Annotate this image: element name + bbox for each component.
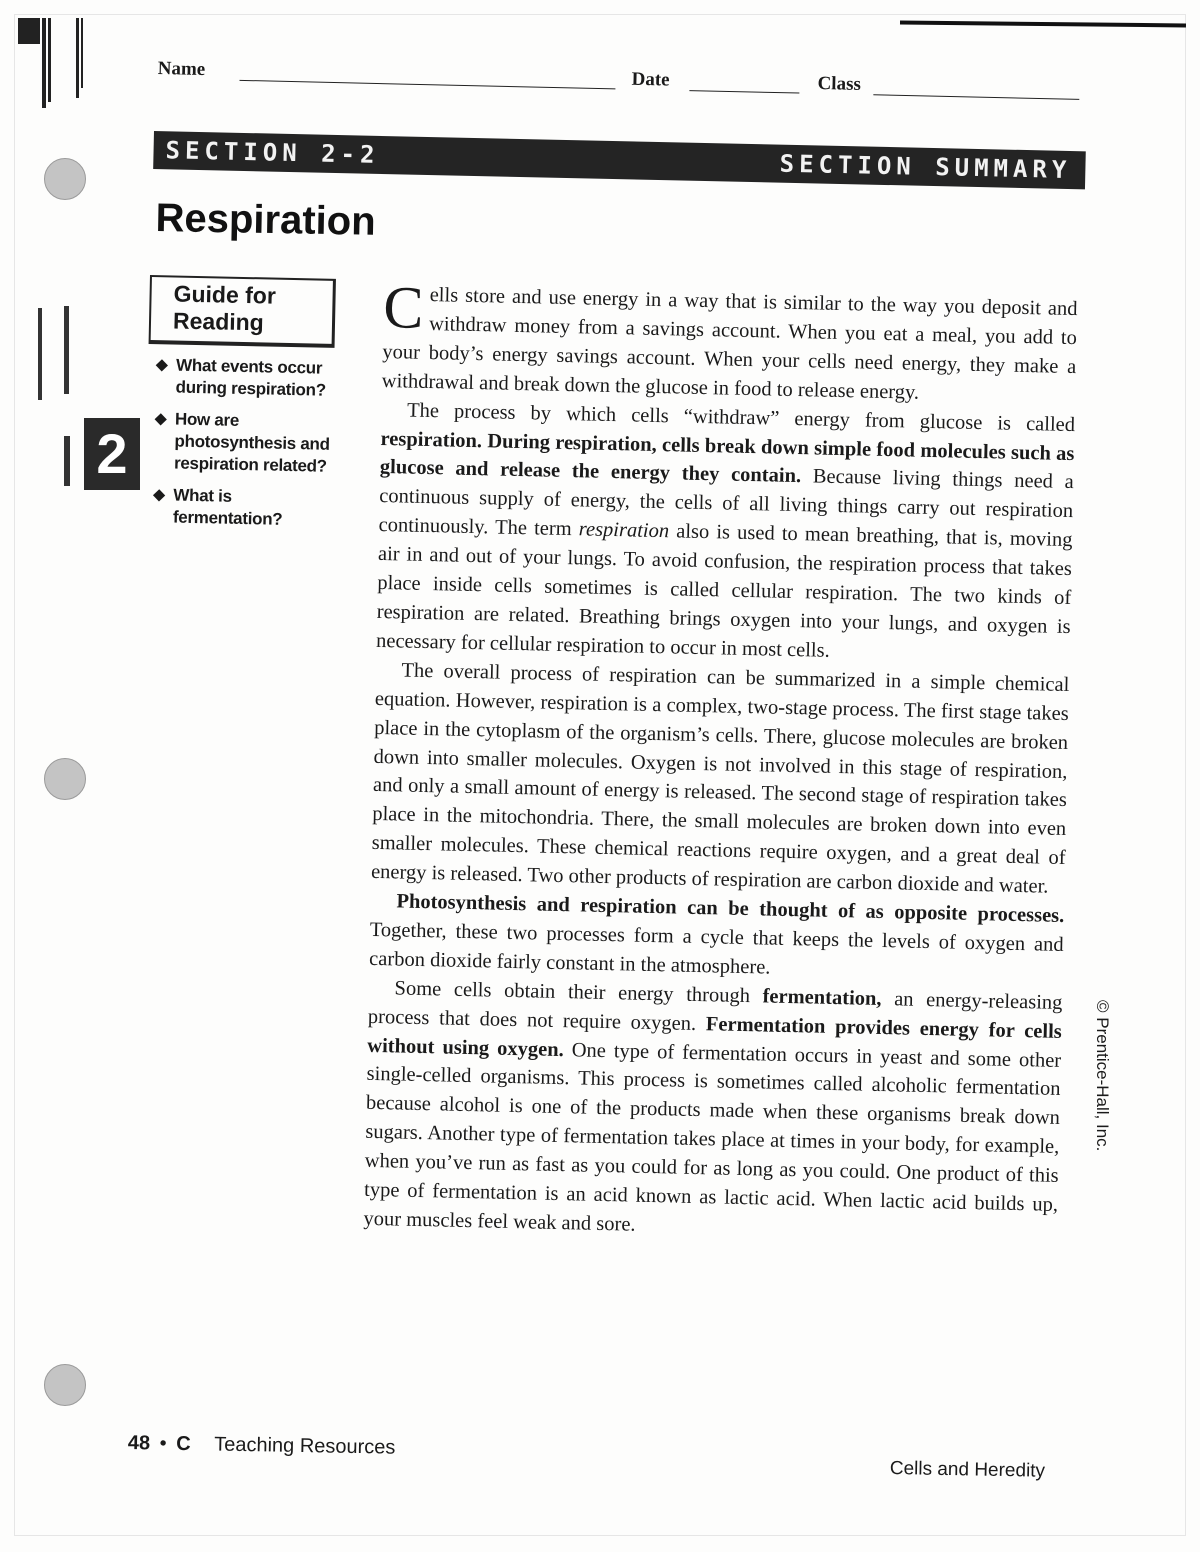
page-number: 48 [127, 1432, 151, 1455]
unit-name: Cells and Heredity [889, 1458, 1046, 1482]
page-title: Respiration [155, 196, 377, 244]
footer-separator: • [159, 1432, 167, 1455]
book-letter: C [175, 1432, 191, 1456]
side-mark [38, 308, 42, 400]
diamond-bullet-icon: ◆ [155, 356, 168, 374]
class-field[interactable] [873, 94, 1079, 100]
summary-body [363, 274, 1078, 1249]
guide-heading: Guide for Reading [149, 275, 336, 348]
binding-marks [18, 18, 88, 108]
side-mark [64, 436, 70, 486]
footer-left [128, 1432, 396, 1460]
name-field[interactable] [240, 80, 616, 90]
key-term: fermentation, [762, 985, 882, 1010]
section-number: SECTION 2-2 [165, 136, 380, 169]
punch-hole [44, 158, 86, 200]
drop-cap: C [382, 274, 425, 341]
guide-question: ◆ How are photosynthesis and respiration related? [154, 409, 330, 476]
guide-for-reading [145, 275, 350, 532]
section-kind: SECTION SUMMARY [779, 149, 1072, 185]
paragraph: Photosynthesis and respiration can be thought of as opposite processes. Together, these two processes form a cycle that keeps the levels of oxygen and carbon dioxide fairly constant in the atmosphere. [368, 890, 1065, 979]
diamond-bullet-icon: ◆ [153, 486, 165, 504]
class-label: Class [817, 72, 862, 95]
key-concept: Photosynthesis and respiration can be thought of as opposite processes. [396, 890, 1065, 928]
punch-hole [44, 1364, 86, 1406]
resource-name: Teaching Resources [214, 1433, 396, 1459]
date-field[interactable] [689, 90, 799, 93]
guide-question: ◆ What events occur during respiration? [155, 355, 326, 400]
key-concept: respiration. During respiration, cells break down simple food molecules such as glucose and release the energy they contain. [379, 427, 1075, 488]
name-label: Name [157, 58, 206, 81]
punch-hole [44, 758, 86, 800]
side-mark [64, 306, 69, 394]
date-label: Date [631, 68, 670, 91]
paragraph: Some cells obtain their energy through fermentation, an energy-releasing process that does not require oxygen. Fermentation provides energy for cells without using oxygen. One type of fermentation occurs in yeast and some other single-celled organisms. This process is sometimes called alcoholic fermentation because alcohol is one of the products made when these organisms break down sugars. Another type of fermentation takes place at times in your body, for example, when you’ve run as fast as you could for as long as you could. One product of this type of fermentation is an acid known as lactic acid. When lactic acid builds up, your muscles feel weak and sore. [363, 977, 1063, 1236]
key-concept: Fermentation provides energy for cells without using oxygen. [367, 1012, 1063, 1061]
diamond-bullet-icon: ◆ [154, 410, 167, 428]
paragraph: The process by which cells “withdraw” energy from glucose is called respiration. During respiration, cells break down simple food molecules such as glucose and release the energy they contain. Because living things need a continuous supply of energy, the cells of all living things carry out respiration continuously. The term respiration also is used to mean breathing, that is, moving air in and out of your lungs. To avoid confusion, the respiration process that takes place inside cells sometimes is called cellular respiration. The two kinds of respiration are related. Breathing brings oxygen into your lungs, and oxygen is necessary for cellular respiration to occur in most cells. [375, 399, 1076, 662]
guide-question: ◆ What is fermentation? [153, 485, 283, 529]
copyright-notice: © Prentice-Hall, Inc. [1093, 1000, 1112, 1152]
paragraph: Cells store and use energy in a way that is similar to the way you deposit and withdraw money from a savings account. When you eat a meal, you add to your body’s energy savings account. When your cells need energy, they make a withdrawal and break down the glucose in food to release energy. [381, 274, 1078, 404]
paragraph: The overall process of respiration can be summarized in a simple chemical equation. However, respiration is a complex, two-stage process. The first stage takes place in the cytoplasm of the organism’s cells. There, glucose molecules are broken down into smaller molecules. Oxygen is not involved in this stage of respiration, and only a small amount of energy is released. The second stage of respiration takes place in the mitochondria. There, the small molecules are broken down into even smaller molecules. These chemical reactions require oxygen, and a great deal of energy is released. Two other products of respiration are carbon dioxide and water. [370, 659, 1070, 898]
chapter-tab: 2 [84, 418, 140, 490]
